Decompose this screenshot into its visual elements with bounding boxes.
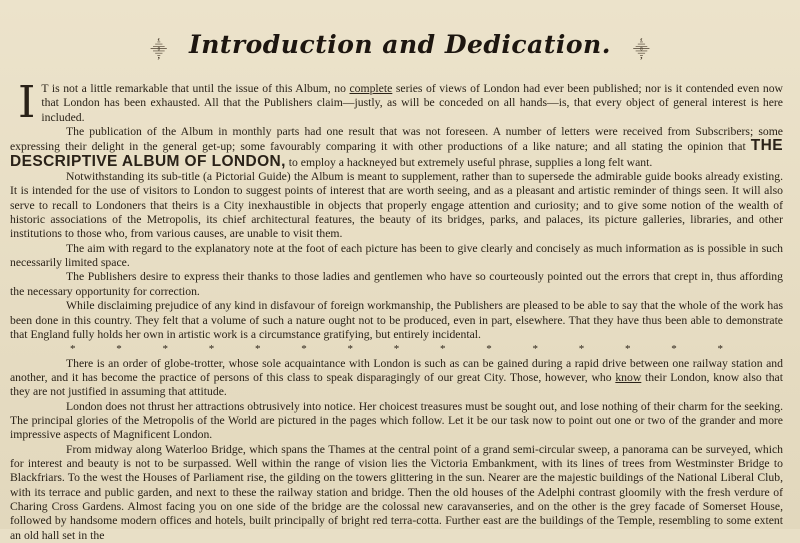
separator-star: * [578, 343, 585, 356]
paragraph-1-text-a: T is not a little remarkable that until the issue of this Album, no [41, 82, 350, 95]
paragraph-1 [10, 77, 783, 128]
underlined-word-know: know [615, 370, 642, 384]
album-title-caps: THE DESCRIPTIVE ALBUM OF LONDON, [10, 137, 783, 170]
separator-star: * [440, 343, 446, 356]
paragraph-3: Notwithstanding its sub-title (a Pictorial Guide) the Album is meant to supplement, rather than to supersede the admirable guide books already existing. It is intended for the use of visitors to London to suggest points of interest that are worth seeing, and as a pleasant and artistic reminder of things seen. It will also serve to recall to Londoners that theirs is a City inexhaustible in objects that properly engage attention and curiosity; and to give some notion of the wealth of historic associations of the Metropolis, its chief architectural features, the beauty of its bridges, parks, and palaces, its picture galleries, libraries, and other institutions to those who, from various causes, are unable to visit them. [10, 170, 783, 241]
separator-star: * [162, 343, 168, 356]
separator-star: * [625, 343, 631, 356]
paragraph-2-text-b: to employ a hackneyed but extremely useful phrase, supplies a long felt want. [285, 155, 653, 169]
separator-star: * [717, 343, 723, 356]
ornament-left-icon: ⸎ [150, 42, 168, 60]
paragraph-5: The Publishers desire to express their thanks to those ladies and gentlemen who have so courteously pointed out the errors that crept in, thus affording the necessary opportunity for correction. [10, 270, 783, 298]
separator-star: * [208, 343, 215, 356]
paragraph-6: While disclaiming prejudice of any kind in disfavour of foreign workmanship, the Publishers are pleased to be able to say that the whole of the work has been done in this country. They felt that a volume of such a nature ought not to be produced, even in part, elsewhere. That they have thus been able to demonstrate that England fully holds her own in artistic work is a circumstance gratifying, but entirely incidental. [10, 299, 783, 341]
paragraph-1-text-b: series of views of London had ever been published; nor is it contended even now that London has been exhausted. All that the Publishers claim—justly, as will be conceded on all hands—is, that every object of general interest is here included. [41, 82, 783, 124]
paragraph-2 [10, 125, 783, 170]
separator-star: * [532, 343, 538, 356]
paragraph-7 [10, 357, 783, 400]
paragraph-7-text-b: their London, know also that they are not justified in assuming that attitude. [10, 370, 783, 399]
page-heading [0, 30, 800, 70]
separator-star: * [393, 343, 400, 356]
paragraph-9: From midway along Waterloo Bridge, which spans the Thames at the central point of a grand semi-circular sweep, a panorama can be surveyed, which for interest and beauty is not to be surpassed. Well within the range of vision lies the Victoria Embankment, with its lines of trees from Westminster Bridge to Blackfriars. To the west the Houses of Parliament rise, the gilding on the towers glittering in the sun. Nearer are the majestic buildings of the National Liberal Club, with its terrace and public garden, and next to these the railway station and bridge. Then the old houses of the Adelphi contrast gloomily with the fresh verdure of Charing Cross Gardens. Almost facing you on one side of the bridge are the colossal new caravanseries, and on the other is the grey facade of Somerset House, followed by handsome modern offices and hotels, built principally of bright red terra-cotta. Further east are the buildings of the Temple, resembling to some extent an old hall set in the [10, 442, 783, 542]
text-body [10, 77, 783, 543]
separator-star: * [116, 343, 122, 356]
separator-star: * [347, 343, 353, 356]
page-title: Introduction and Dedication. [189, 30, 611, 59]
paragraph-2-text-a: The publication of the Album in monthly parts had one result that was not foreseen. A number of letters were received from Subscribers; some expressing their delight in the general get-up; some favourably comparing it with other productions of a like nature; and all stating the opinion that [10, 125, 783, 154]
underlined-word-complete: complete [349, 82, 393, 95]
separator-star: * [671, 343, 677, 356]
separator-star: * [70, 343, 76, 356]
section-separator [10, 342, 783, 356]
paragraph-7-text-a: There is an order of globe-trotter, whose sole acquaintance with London is such as can be gained during a rapid drive between one railway station and another, and it has become the practice of persons of this class to speak disparagingly of our great City. Those, however, who [10, 356, 783, 384]
ornament-right-icon: ⸎ [632, 42, 650, 60]
separator-star: * [255, 343, 261, 356]
separator-star: * [486, 343, 492, 356]
paragraph-4: The aim with regard to the explanatory note at the foot of each picture has been to give clearly and concisely as much information as is possible in such necessarily limited space. [10, 241, 783, 270]
paragraph-8: London does not thrust her attractions obtrusively into notice. Her choicest treasures must be sought out, and lose nothing of their charm for the seeking. The principal glories of the Metropolis of the World are pictured in the pages which follow. Let it be our task now to point out one or two of the grander and more impressive aspects of Magnificent London. [10, 399, 783, 442]
drop-cap: I [18, 77, 36, 128]
separator-star: * [301, 343, 307, 356]
